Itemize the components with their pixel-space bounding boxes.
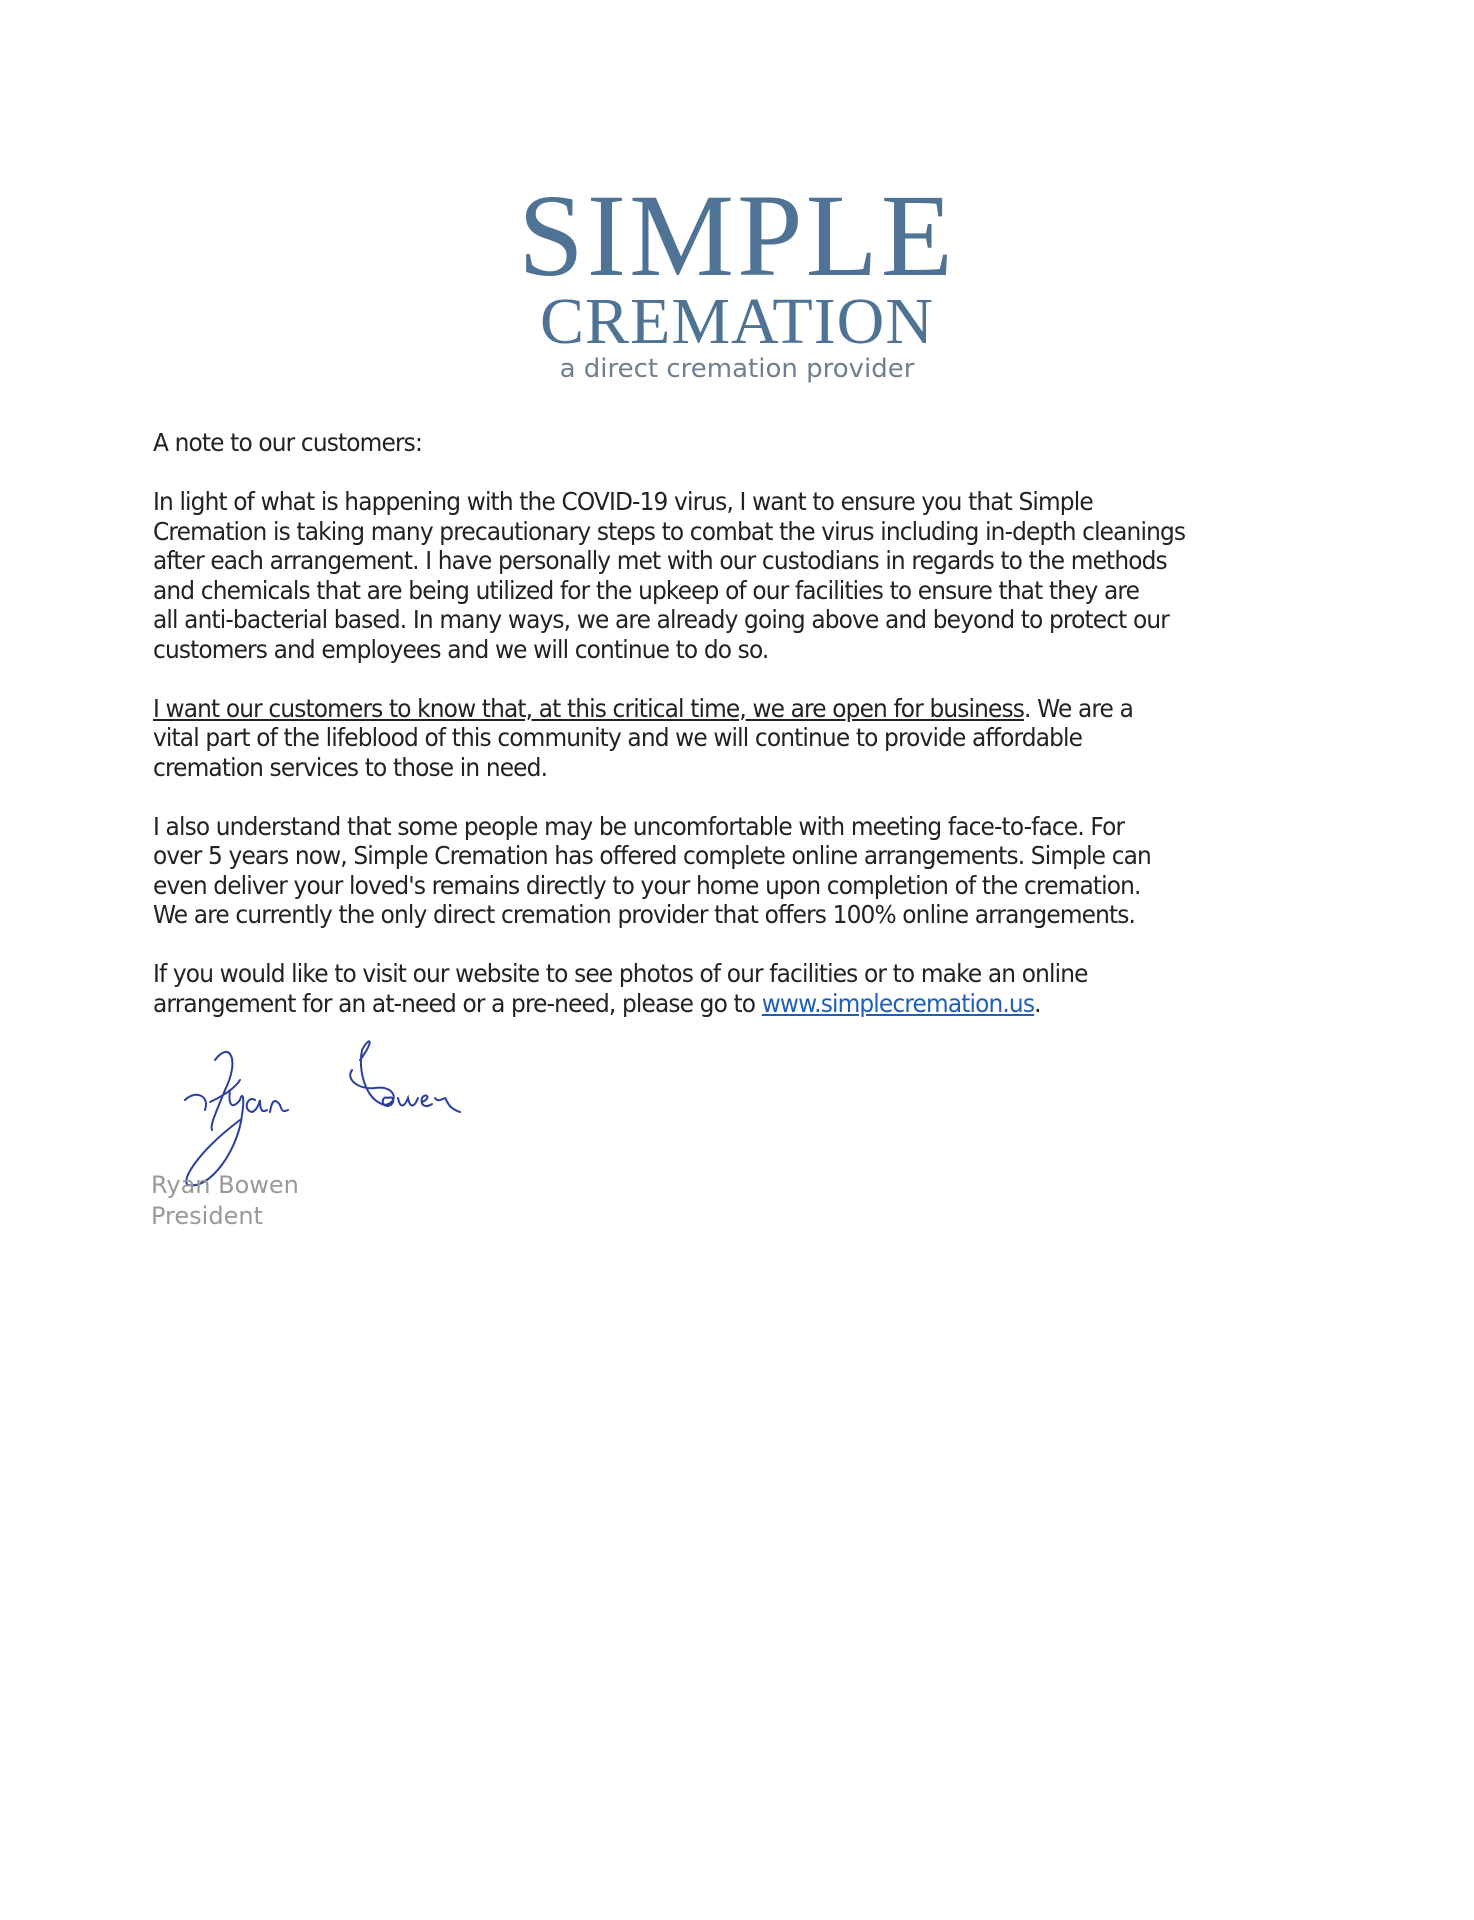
text-line: over 5 years now, Simple Cremation has offered complete online arrangements. Simple can xyxy=(153,841,1151,870)
logo-cremation: CREMATION xyxy=(539,285,934,358)
text-line: arrangement for an at-need or a pre-need, please go to www.simplecremation.us. xyxy=(153,988,1041,1018)
text-line: In light of what is happening with the COVID-19 virus, I want to ensure you that Simple xyxy=(153,487,1093,516)
letter-body xyxy=(153,428,1343,1048)
text-line: If you would like to visit our website to see photos of our facilities or to make an online xyxy=(153,959,1088,988)
paragraph-2 xyxy=(153,694,1343,783)
logo-simple: SIMPLE xyxy=(518,170,956,301)
paragraph-4 xyxy=(153,959,1343,1018)
text-line: all anti-bacterial based. In many ways, we are already going above and beyond to protect our xyxy=(153,605,1169,634)
text-line: and chemicals that are being utilized for the upkeep of our facilities to ensure that they are xyxy=(153,575,1140,605)
company-logo xyxy=(0,170,1474,386)
text-line: I want our customers to know that, at this critical time, we are open for business. We are a xyxy=(153,693,1133,723)
text-line: vital part of the lifeblood of this community and we will continue to provide affordable xyxy=(153,723,1083,752)
website-link[interactable]: www.simplecremation.us xyxy=(761,988,1035,1018)
text-line: customers and employees and we will continue to do so. xyxy=(153,634,769,664)
text-line: after each arrangement. I have personally met with our custodians in regards to the methods xyxy=(153,546,1167,575)
text-line: cremation services to those in need. xyxy=(153,752,548,782)
salutation: A note to our customers: xyxy=(153,428,422,457)
signer-title: President xyxy=(151,1202,263,1230)
logo-tagline: a direct cremation provider xyxy=(559,354,915,384)
text-line: Cremation is taking many precautionary steps to combat the virus including in-depth cleanings xyxy=(153,516,1186,546)
text-line: I also understand that some people may be uncomfortable with meeting face-to-face. For xyxy=(153,811,1125,841)
underlined-statement: I want our customers to know that, at this critical time, we are open for business xyxy=(153,693,1025,723)
paragraph-3 xyxy=(153,812,1343,930)
text-line: We are currently the only direct cremation provider that offers 100% online arrangements. xyxy=(153,900,1136,929)
signer-name: Ryan Bowen xyxy=(151,1171,299,1199)
paragraph-1 xyxy=(153,487,1343,664)
signer-block xyxy=(151,1170,299,1232)
text-line: even deliver your loved's remains directly to your home upon completion of the cremation. xyxy=(153,870,1141,900)
